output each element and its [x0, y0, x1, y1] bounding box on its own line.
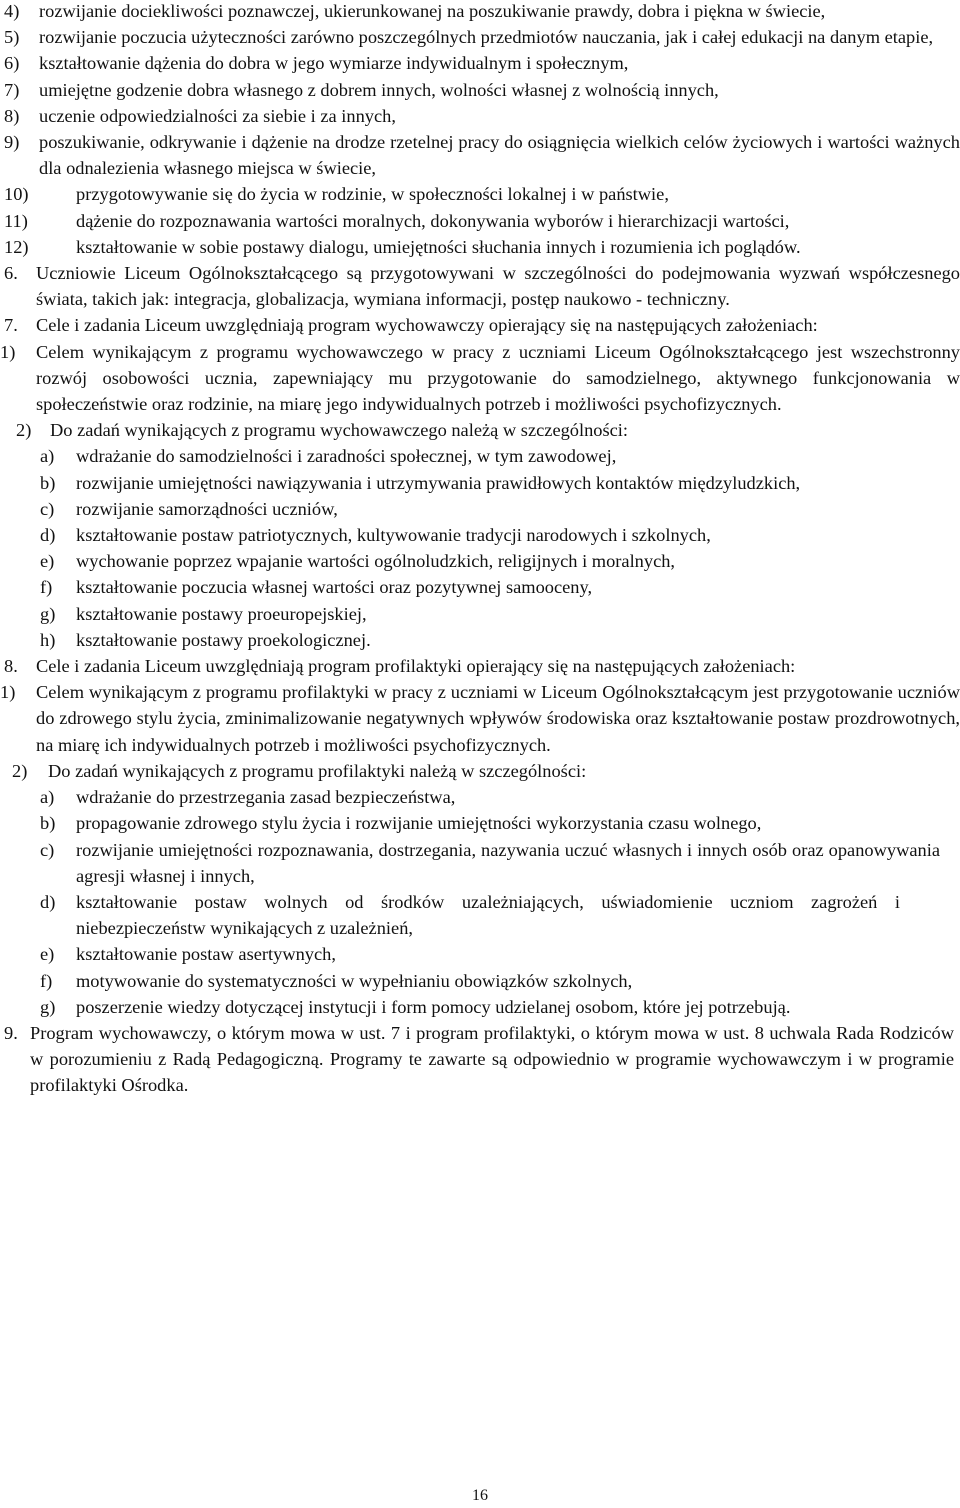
list-item: h) kształtowanie postawy proekologicznej. — [40, 629, 371, 650]
list-item: g) kształtowanie postawy proeuropejskiej, — [40, 603, 367, 624]
section-8-tasks — [0, 784, 960, 1020]
numbered-paragraph: 7. Cele i zadania Liceum uwzględniają program wychowawczy opierający się na następujących założeniach: — [4, 315, 818, 336]
list-item: c) rozwijanie umiejętności rozpoznawania, dostrzegania, nazywania uczuć własnych i innych osób oraz opanowywania agresji własnej i innych, — [40, 839, 940, 886]
list-item: a) wdrażanie do samodzielności i zaradności społecznej, w tym zawodowej, — [40, 446, 617, 467]
list-item: c) rozwijanie samorządności uczniów, — [40, 498, 338, 519]
section-7-points — [0, 339, 960, 444]
list-item: e) wychowanie poprzez wpajanie wartości ogólnoludzkich, religijnych i moralnych, — [40, 551, 676, 572]
list-item: 1) Celem wynikającym z programu wychowawczego w pracy z uczniami Liceum Ogólnokształcącego jest wszechstronny rozwój osobowości ucznia, zapewniający mu przygotowanie do samodzielnego, aktywnego funkcjonowania w społeczeństwie oraz rodzinie, na miarę jego indywidualnych potrzeb i możliwości psychofizycznych. — [0, 341, 960, 415]
list-item: 12) kształtowanie w sobie postawy dialogu, umiejętności słuchania innych i rozumienia ich poglądów. — [4, 236, 801, 257]
list-item: 2) Do zadań wynikających z programu profilaktyki należą w szczególności: — [12, 760, 587, 781]
list-item: 6) kształtowanie dążenia do dobra w jego wymiarze indywidualnym i społecznym, — [4, 53, 629, 74]
section-6-7 — [0, 260, 960, 339]
list-item: g) poszerzenie wiedzy dotyczącej instytucji i form pomocy udzielanej osobom, które jej potrzebują. — [40, 996, 791, 1017]
list-item: d) kształtowanie postaw patriotycznych, kultywowanie tradycji narodowych i szkolnych, — [40, 525, 711, 546]
list-item: 9) poszukiwanie, odkrywanie i dążenie na drodze rzetelnej pracy do osiągnięcia wielkich celów życiowych i wartości ważnych dla odnalezienia własnego miejsca w świecie, — [4, 132, 960, 179]
list-item: e) kształtowanie postaw asertywnych, — [40, 944, 336, 965]
list-item: 4) rozwijanie dociekliwości poznawczej, ukierunkowanej na poszukiwanie prawdy, dobra i piękna w świecie, — [4, 1, 826, 21]
list-item: 10) przygotowywanie się do życia w rodzinie, w społeczności lokalnej i w państwie, — [4, 184, 669, 205]
list-item: 2) Do zadań wynikających z programu wychowawczego należą w szczególności: — [16, 420, 629, 441]
list-item: b) rozwijanie umiejętności nawiązywania i utrzymywania prawidłowych kontaktów międzyludzkich, — [40, 472, 801, 493]
list-item: b) propagowanie zdrowego stylu życia i rozwijanie umiejętności wykorzystania czasu wolnego, — [40, 813, 762, 834]
list-item: 7) umiejętne godzenie dobra własnego z dobrem innych, wolności własnej z wolnością innych, — [4, 79, 719, 100]
list-item: 11) dążenie do rozpoznawania wartości moralnych, dokonywania wyborów i hierarchizacji wartości, — [4, 210, 790, 231]
section-7-tasks — [0, 443, 960, 653]
section-8 — [0, 653, 960, 784]
list-item: 5) rozwijanie poczucia użyteczności zarówno poszczególnych przedmiotów nauczania, jak i całej edukacji na danym etapie, — [4, 27, 934, 48]
list-item: a) wdrażanie do przestrzegania zasad bezpieczeństwa, — [40, 787, 456, 808]
page-number: 16 — [472, 1487, 488, 1504]
list-item: d) kształtowanie postaw wolnych od środków uzależniających, uświadomienie uczniom zagrożeń i niebezpieczeństw wynikających z uzależnień, — [40, 891, 900, 939]
list-item: 8) uczenie odpowiedzialności za siebie i za innych, — [4, 105, 396, 126]
list-item: 1) Celem wynikającym z programu profilaktyki w pracy z uczniami w Liceum Ogólnokształcącym jest przygotowanie uczniów do zdrowego stylu życia, zminimalizowanie negatywnych wpływów środowiska oraz kształtowanie postaw prozdrowotnych, na miarę ich indywidualnych potrzeb i możliwości psychofizycznych. — [0, 682, 960, 755]
list-item: f) kształtowanie poczucia własnej wartości oraz pozytywnej samooceny, — [40, 577, 593, 598]
numbered-paragraph: 9. Program wychowawczy, o którym mowa w ust. 7 i program profilaktyki, o którym mowa w ust. 8 uchwala Rada Rodziców w porozumieniu z Radą Pedagogiczną. Programy te zawarte są odpowiednio w programie wychowawczym i w programie profilaktyki Ośrodka. — [4, 1022, 954, 1096]
numbered-paragraph: 8. Cele i zadania Liceum uwzględniają program profilaktyki opierający się na następujących założeniach: — [4, 656, 796, 677]
list-continuation — [0, 0, 960, 260]
numbered-paragraph: 6. Uczniowie Liceum Ogólnokształcącego są przygotowywani w szczególności do podejmowania wyzwań współczesnego świata, takich jak: integracja, globalizacja, wymiana informacji, postęp naukowo - techniczny. — [4, 263, 960, 310]
section-9 — [0, 1020, 960, 1099]
list-item: f) motywowanie do systematyczności w wypełnianiu obowiązków szkolnych, — [40, 970, 633, 991]
